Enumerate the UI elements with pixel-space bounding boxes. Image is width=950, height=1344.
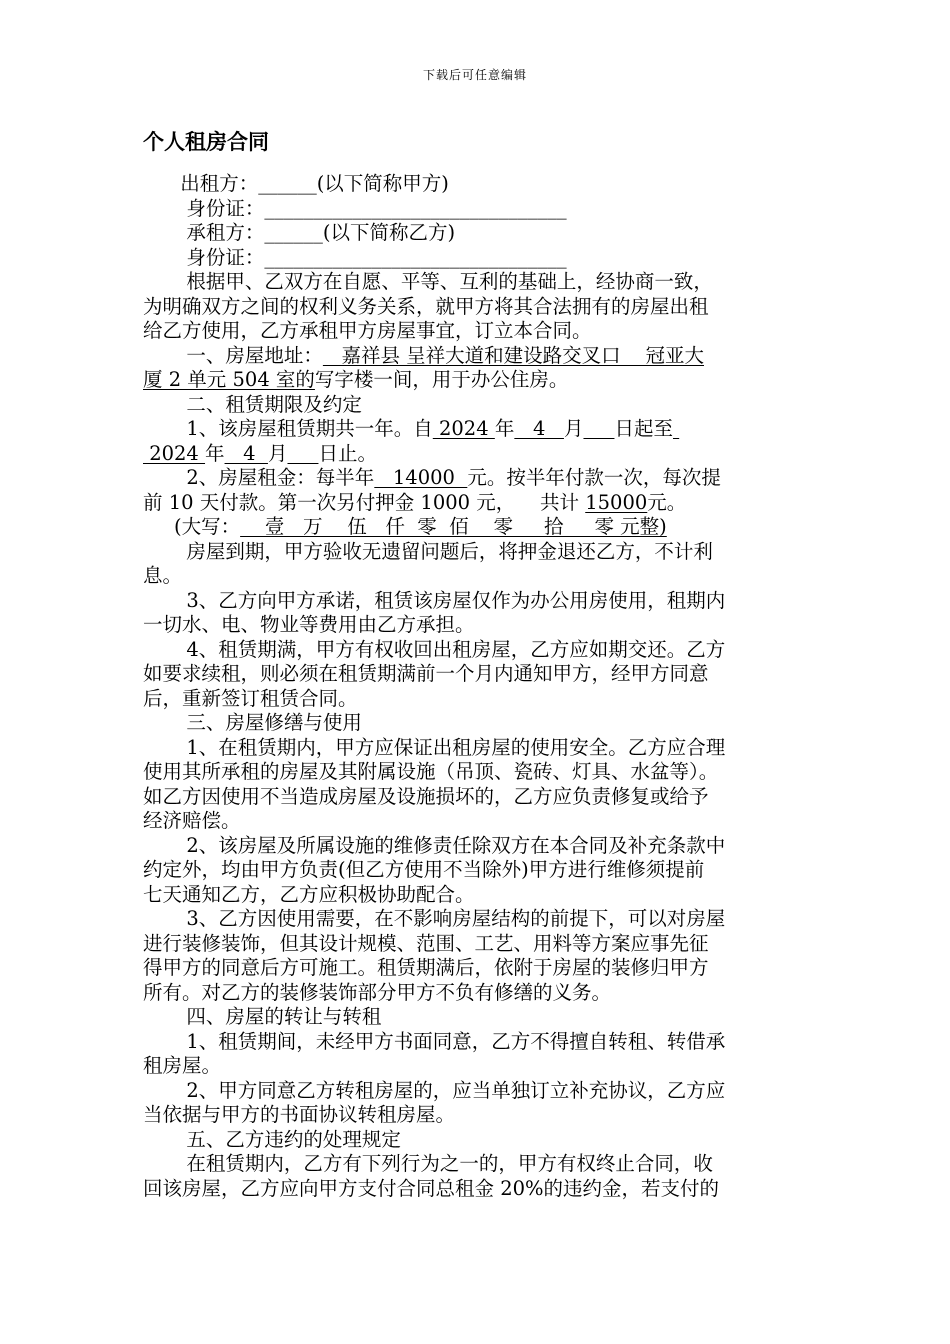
line-text: 所有。对乙方的装修装饰部分甲方不负有修缮的义务。 <box>143 980 612 1004</box>
line-text: 身份证：_______________________________ <box>143 196 567 220</box>
line-text: 元。按半年付款一次，每次提 <box>467 466 721 489</box>
line-text: 3、乙方因使用需要，在不影响房屋结构的前提下，可以对房屋 <box>143 907 726 930</box>
text-line <box>143 981 807 1006</box>
line-text: 给乙方使用，乙方承租甲方房屋事宜，订立本合同。 <box>143 319 592 342</box>
text-line <box>143 295 807 320</box>
line-text: 进行装修装饰，但其设计规模、范围、工艺、用料等方案应事先征 <box>143 931 709 955</box>
line-text: 约定外，均由甲方负责(但乙方使用不当除外)甲方进行维修须提前 <box>143 858 705 881</box>
line-text: 息。 <box>143 564 183 587</box>
line-text: 前 10 天付款。第一次另付押金 1000 元， 共计 <box>143 490 586 514</box>
line-text: 4、租赁期满，甲方有权收回出租房屋，乙方应如期交还。乙方 <box>143 637 726 661</box>
text-line <box>143 760 807 785</box>
line-text: (大写： <box>143 515 241 538</box>
line-text: 根据甲、乙双方在自愿、平等、互利的基础上，经协商一致， <box>143 270 713 293</box>
filled-field-text: 4 <box>224 441 268 465</box>
filled-field-text: 嘉祥县 呈祥大道和建设路交叉口 冠亚大 <box>322 343 704 367</box>
text-line <box>143 221 807 246</box>
line-text: 一切水、电、物业等费用由乙方承担。 <box>143 613 475 636</box>
text-line <box>143 687 807 712</box>
text-line <box>143 1030 807 1055</box>
text-line <box>143 270 807 295</box>
line-text: 如要求续租，则必须在租赁期满前一个月内通知甲方，经甲方同意 <box>143 662 709 685</box>
text-line <box>143 589 807 614</box>
line-text: 3、乙方向甲方承诺，租赁该房屋仅作为办公用房使用，租期内 <box>143 588 726 612</box>
text-line <box>143 883 807 908</box>
line-text: 月 <box>267 441 288 465</box>
line-text: 一、房屋地址： <box>143 343 323 367</box>
text-line <box>143 417 807 442</box>
line-text: 五、乙方违约的处理规定 <box>143 1127 401 1151</box>
line-text: 后，重新签订租赁合同。 <box>143 686 358 710</box>
line-text: 租房屋。 <box>143 1054 222 1077</box>
text-line <box>143 736 807 761</box>
text-line <box>143 1177 807 1202</box>
line-text: 当依据与甲方的书面协议转租房屋。 <box>143 1103 456 1126</box>
contract-body <box>143 172 807 1201</box>
line-text: 写字楼一间，用于办公住房。 <box>314 368 569 391</box>
line-text: 回该房屋，乙方应向甲方支付合同总租金 20%的违约金，若支付的 <box>143 1176 720 1200</box>
text-line <box>143 662 807 687</box>
document-title: 个人租房合同 <box>143 130 269 154</box>
line-text: 1、该房屋租赁期共一年。自 <box>143 417 433 440</box>
line-text: 年 <box>205 441 225 465</box>
text-line <box>143 809 807 834</box>
text-line <box>143 515 807 540</box>
line-text: 房屋到期，甲方验收无遗留问题后，将押金退还乙方，不计利 <box>143 539 713 563</box>
line-text: 出租方：______(以下简称甲方) <box>143 172 449 195</box>
text-line <box>143 858 807 883</box>
line-text: 三、房屋修缮与使用 <box>143 711 362 734</box>
line-text: 七天通知乙方，乙方应积极协助配合。 <box>143 882 475 906</box>
line-text: 2、甲方同意乙方转租房屋的，应当单独订立补充协议，乙方应 <box>143 1078 726 1102</box>
line-text: 经济赔偿。 <box>143 809 241 832</box>
text-line <box>143 785 807 810</box>
text-line <box>143 907 807 932</box>
text-line <box>143 613 807 638</box>
filled-field-text <box>287 442 318 465</box>
filled-field-text: 2024 <box>432 417 495 440</box>
filled-field-text: 15000 <box>585 490 648 514</box>
line-text: 如乙方因使用不当造成房屋及设施损坏的，乙方应负责修复或给予 <box>143 784 709 808</box>
line-text: 年 <box>494 417 515 440</box>
text-line <box>143 466 807 491</box>
text-line <box>143 491 807 516</box>
filled-field-text: 2024 <box>143 441 206 465</box>
line-text: 身份证：_______________________________ <box>143 245 567 269</box>
text-line <box>143 540 807 565</box>
line-text: 得甲方的同意后方可施工。租赁期满后，依附于房屋的装修归甲方 <box>143 956 709 979</box>
line-text: 1、租赁期间，未经甲方书面同意，乙方不得擅自转租、转借承 <box>143 1029 726 1053</box>
text-line <box>143 246 807 271</box>
text-line <box>143 344 807 369</box>
header-note: 下载后可任意编辑 <box>422 68 527 82</box>
text-line <box>143 564 807 589</box>
line-text: 日起至 <box>614 417 673 440</box>
line-text: 二、租赁期限及约定 <box>143 392 362 416</box>
text-line <box>143 638 807 663</box>
filled-field-text: 14000 <box>374 466 468 489</box>
filled-field-text: 4 <box>514 417 564 440</box>
text-line <box>143 319 807 344</box>
filled-field-text: 厦 2 单元 504 室的 <box>143 368 315 391</box>
filled-field-text <box>583 417 614 440</box>
line-text: 承租方：______(以下简称乙方) <box>143 221 456 244</box>
text-line <box>143 393 807 418</box>
text-line <box>143 1054 807 1079</box>
line-text: 1、在租赁期内，甲方应保证出租房屋的使用安全。乙方应合理 <box>143 735 726 759</box>
text-line <box>143 1103 807 1128</box>
text-line <box>143 197 807 222</box>
text-line <box>143 711 807 736</box>
line-text: 月 <box>563 417 584 440</box>
line-text: 使用其所承租的房屋及其附属设施（吊顶、瓷砖、灯具、水盆等）。 <box>143 760 719 783</box>
filled-field-text: 壹 万 伍 仟 零 佰 零 拾 零 元整) <box>240 515 667 538</box>
text-line <box>143 834 807 859</box>
line-text: 为明确双方之间的权利义务关系，就甲方将其合法拥有的房屋出租 <box>143 294 709 318</box>
line-text: 在租赁期内，乙方有下列行为之一的，甲方有权终止合同，收 <box>143 1152 713 1175</box>
text-line <box>143 932 807 957</box>
text-line <box>143 368 807 393</box>
text-line <box>143 1005 807 1030</box>
line-text: 2、房屋租金：每半年 <box>143 466 375 489</box>
line-text: 四、房屋的转让与转租 <box>143 1005 382 1028</box>
line-text: 元。 <box>647 490 687 514</box>
text-line <box>143 1079 807 1104</box>
text-line <box>143 442 807 467</box>
line-text: 日止。 <box>318 441 377 465</box>
text-line <box>143 1152 807 1177</box>
filled-field-text <box>673 417 679 440</box>
text-line <box>143 1128 807 1153</box>
text-line <box>143 956 807 981</box>
text-line <box>143 172 807 197</box>
line-text: 2、该房屋及所属设施的维修责任除双方在本合同及补充条款中 <box>143 833 726 857</box>
